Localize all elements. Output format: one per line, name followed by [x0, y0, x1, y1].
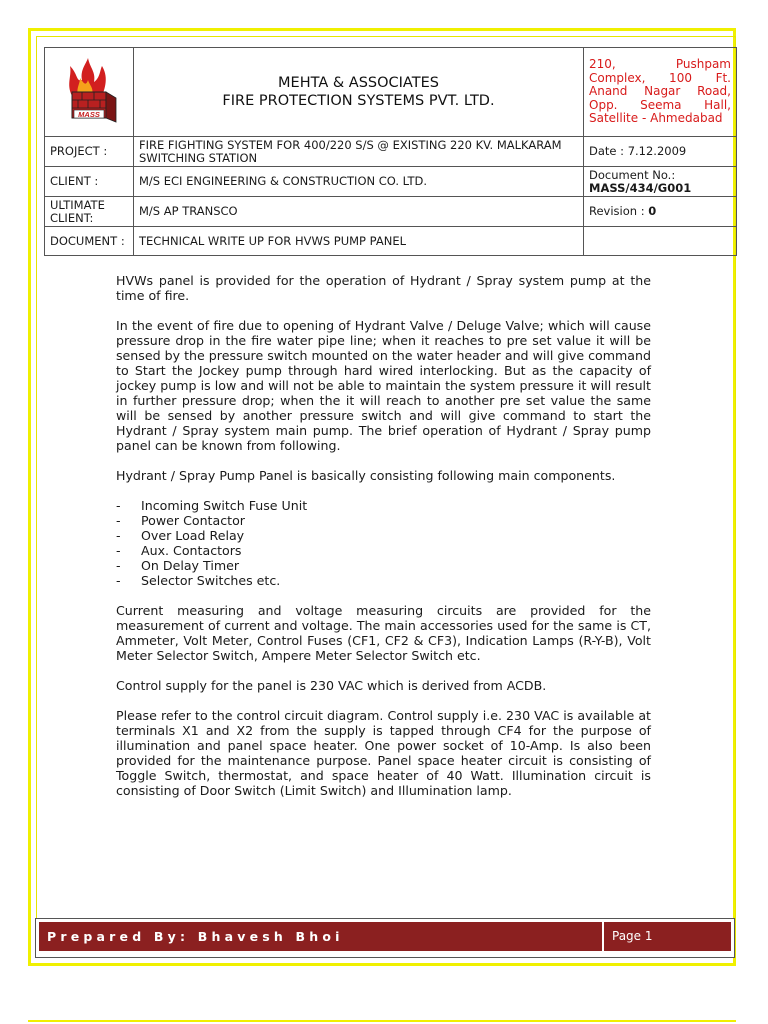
company-address: 210, Pushpam Complex, 100 Ft. Anand Nagar Road, Opp. Seema Hall, Satellite - Ahmedabad: [584, 48, 737, 137]
page-number: Page 1: [604, 922, 731, 951]
ultimate-client-label: ULTIMATE CLIENT:: [45, 197, 134, 227]
company-subtitle: FIRE PROTECTION SYSTEMS PVT. LTD.: [222, 93, 495, 109]
client-label: CLIENT :: [45, 167, 134, 197]
document-number-value: MASS/434/G001: [589, 180, 692, 195]
paragraph-circuit: Please refer to the control circuit diagram. Control supply i.e. 230 VAC is available at terminals X1 and X2 from the supply is tapped through CF4 for the purpose of illumination and panel space heater. One power socket of 10-Amp. Is also been provided for the maintenance purpose. Panel space heater circuit is consisting of Toggle Switch, thermostat, and space heater of 40 Watt. Illumination circuit is consisting of Door Switch (Limit Switch) and Illumination lamp.: [116, 708, 651, 798]
company-name: MEHTA & ASSOCIATES: [278, 75, 439, 91]
mass-logo: [58, 56, 120, 126]
logo-text: MASS: [78, 109, 100, 119]
date-field: [584, 137, 737, 167]
paragraph-measurement: Current measuring and voltage measuring circuits are provided for the measurement of current and voltage. The main accessories used for the same is CT, Ammeter, Volt Meter, Control Fuses (CF1, CF2 & CF3), Indication Lamps (R-Y-B), Volt Meter Selector Switch, Ampere Meter Selector Switch etc.: [116, 603, 651, 663]
document-number-label: Document No.:: [589, 168, 676, 182]
document-label: DOCUMENT :: [45, 227, 134, 256]
list-item: - Power Contactor: [116, 513, 245, 528]
company-name-cell: [134, 48, 584, 137]
document-header-table: [44, 47, 737, 256]
list-item: - Incoming Switch Fuse Unit: [116, 498, 308, 513]
project-label: PROJECT :: [45, 137, 134, 167]
client-value: M/S ECI ENGINEERING & CONSTRUCTION CO. LTD.: [134, 167, 584, 197]
document-value: TECHNICAL WRITE UP FOR HVWS PUMP PANEL: [134, 227, 584, 256]
next-page-border: [28, 1020, 736, 1022]
logo-cell: [45, 48, 134, 137]
date-label: Date :: [589, 144, 628, 159]
list-item: - Aux. Contactors: [116, 543, 242, 558]
document-body: [116, 273, 651, 813]
revision-label: Revision :: [589, 204, 649, 219]
list-item: - Selector Switches etc.: [116, 573, 281, 588]
components-list: [116, 498, 651, 588]
paragraph-operation: In the event of fire due to opening of Hydrant Valve / Deluge Valve; which will cause pressure drop in the fire water pipe line; when it reaches to pre set value it will be sensed by the pressure switch mounted on the water header and will give command to Start the Jockey pump through hard wired interlocking. But as the capacity of jockey pump is low and will not be able to maintain the system pressure it will result in further pressure drop; when the it will reach to another pre set value the same will be sensed by another pressure switch and will give command to start the Hydrant / Spray system main pump. The brief operation of Hydrant / Spray pump panel can be known from following.: [116, 318, 651, 453]
project-value: FIRE FIGHTING SYSTEM FOR 400/220 S/S @ EXISTING 220 KV. MALKARAM SWITCHING STATION: [134, 137, 584, 167]
document-number-field: [584, 167, 737, 197]
revision-field: [584, 197, 737, 227]
paragraph-components: Hydrant / Spray Pump Panel is basically consisting following main components.: [116, 468, 616, 483]
prepared-by: Prepared By: Bhavesh Bhoi: [39, 922, 602, 951]
date-value: 7.12.2009: [627, 144, 687, 159]
list-item: - Over Load Relay: [116, 528, 245, 543]
ultimate-client-value: M/S AP TRANSCO: [134, 197, 584, 227]
paragraph-control-supply: Control supply for the panel is 230 VAC which is derived from ACDB.: [116, 678, 547, 693]
empty-cell: [584, 227, 737, 256]
revision-value: 0: [648, 204, 657, 219]
paragraph-intro: HVWs panel is provided for the operation of Hydrant / Spray system pump at the time of fire.: [116, 273, 651, 303]
list-item: - On Delay Timer: [116, 558, 240, 573]
